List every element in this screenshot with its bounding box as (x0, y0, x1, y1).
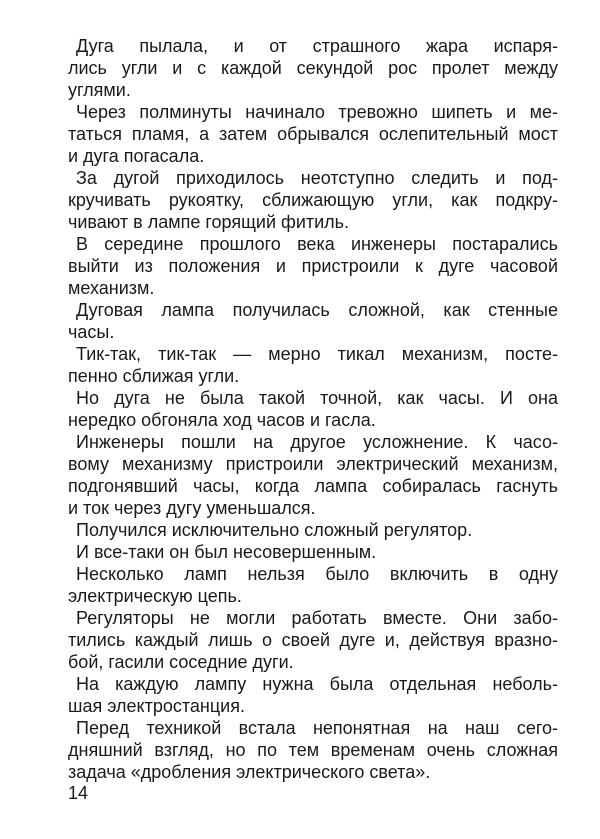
paragraph (68, 233, 558, 299)
paragraph (68, 563, 558, 607)
text-line: и дуга погасала. (68, 146, 205, 166)
text-line: Инженеры пошли на другое усложнение. К часо- (76, 432, 558, 452)
text-line: На каждую лампу нужна была отдельная неболь- (76, 674, 558, 694)
text-line: За дугой приходилось неотступно следить и под- (76, 168, 558, 188)
text-line: шая электростанция. (68, 696, 245, 716)
text-line: механизм. (68, 278, 155, 298)
text-line: подгонявший часы, когда лампа собиралась гаснуть (68, 476, 558, 496)
paragraph (68, 519, 558, 541)
text-line: кручивать рукоятку, сближающую угли, как подкру- (68, 190, 558, 210)
text-line: Получился исключительно сложный регулятор. (76, 520, 473, 540)
text-line: Тик-так, тик-так — мерно тикал механизм, посте- (76, 344, 558, 364)
paragraph (68, 35, 558, 101)
text-line: лись угли и с каждой секундой рос пролет между (68, 58, 558, 78)
paragraph (68, 387, 558, 431)
text-line: Перед техникой встала непонятная на наш сего- (76, 718, 558, 738)
paragraph (68, 607, 558, 673)
text-line: таться пламя, а затем обрывался ослепительный мост (68, 124, 558, 144)
text-line: Но дуга не была такой точной, как часы. И она (76, 388, 558, 408)
paragraph (68, 101, 558, 167)
paragraph (68, 431, 558, 519)
text-line: тились каждый лишь о своей дуге и, действуя вразно- (68, 630, 558, 650)
text-line: Через полминуты начинало тревожно шипеть и ме- (76, 102, 558, 122)
text-line: и ток через дугу уменьшался. (68, 498, 316, 518)
text-line: выйти из положения и пристроили к дуге часовой (68, 256, 558, 276)
text-line: В середине прошлого века инженеры постарались (76, 234, 558, 254)
text-line: нередко обгоняла ход часов и гасла. (68, 410, 376, 430)
paragraph (68, 673, 558, 717)
text-line: Дуговая лампа получилась сложной, как стенные (76, 300, 558, 320)
page-body-text (68, 35, 558, 783)
text-line: вому механизму пристроили электрический механизм, (68, 454, 558, 474)
text-line: бой, гасили соседние дуги. (68, 652, 294, 672)
text-line: дняшний взгляд, но по тем временам очень сложная (68, 740, 558, 760)
paragraph (68, 717, 558, 783)
paragraph (68, 167, 558, 233)
text-line: чивают в лампе горящий фитиль. (68, 212, 350, 232)
text-line: электрическую цепь. (68, 586, 242, 606)
text-line: задача «дробления электрического света». (68, 762, 431, 782)
page-number: 14 (68, 783, 89, 803)
paragraph (68, 299, 558, 343)
paragraph (68, 343, 558, 387)
text-line: углями. (68, 80, 131, 100)
text-line: Несколько ламп нельзя было включить в одну (76, 564, 558, 584)
text-line: пенно сближая угли. (68, 366, 240, 386)
paragraph (68, 541, 558, 563)
text-line: Дуга пылала, и от страшного жара испаря- (76, 36, 558, 56)
text-line: И все-таки он был несовершенным. (76, 542, 377, 562)
text-line: часы. (68, 322, 115, 342)
text-line: Регуляторы не могли работать вместе. Они забо- (76, 608, 558, 628)
